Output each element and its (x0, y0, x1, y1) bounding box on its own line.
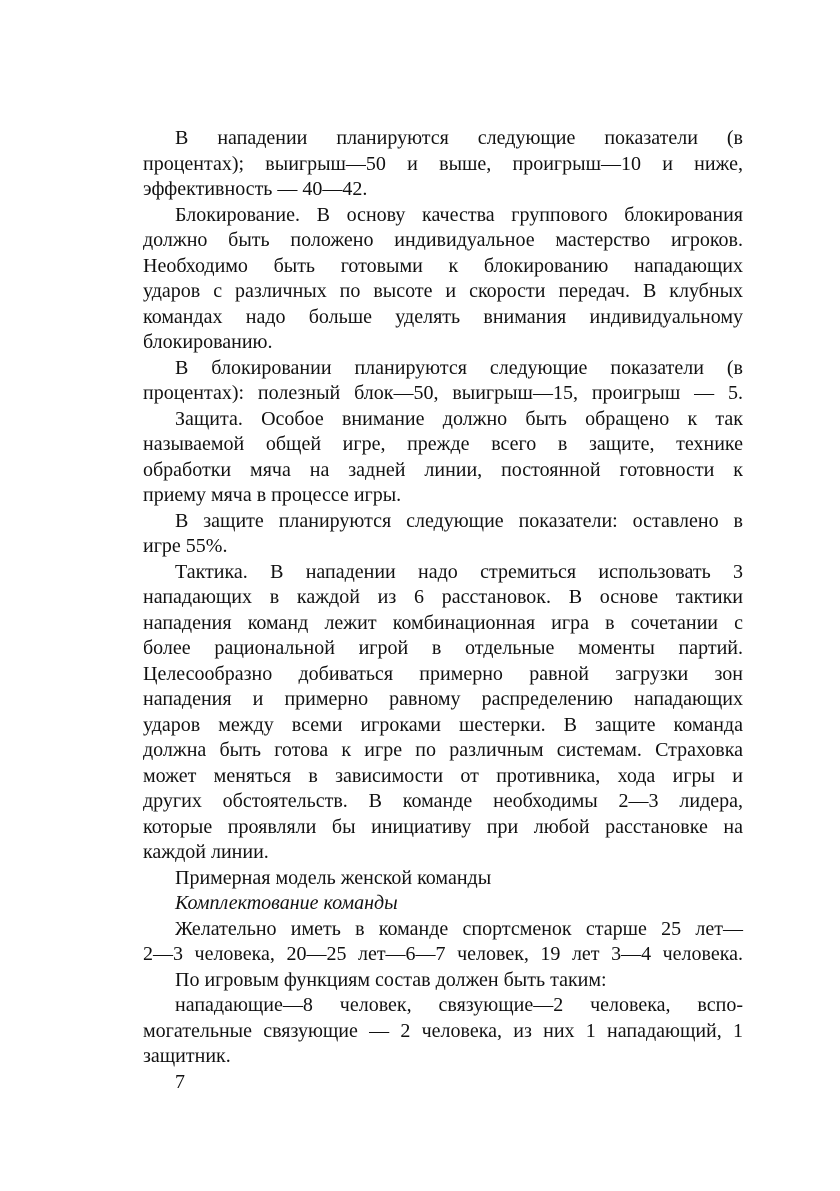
text-line: 2—3 человека, 20—25 лет—6—7 человек, 19 лет 3—4 человека. (143, 943, 743, 965)
text-line: Тактика. В нападении надо стремиться использовать 3 (175, 560, 743, 583)
text-line: командах надо больше уделять внимания индивидуальному (143, 305, 743, 328)
text-line: называемой общей игре, прежде всего в защите, технике (143, 433, 743, 455)
section-subheading: Комплектование команды (175, 892, 398, 914)
text-line: Блокирование. В основу качества группового блокирования (175, 203, 743, 226)
text-line: защитник. (143, 1045, 231, 1067)
text-line: Желательно иметь в команде спортсменок старше 25 лет— (175, 917, 743, 940)
text-line: эффективность — 40—42. (143, 178, 368, 200)
text-line: нападающих в каждой из 6 расстановок. В основе тактики (143, 586, 743, 608)
text-line: процентах): полезный блок—50, выигрыш—15, проигрыш — 5. (143, 382, 743, 404)
text-line: нападения команд лежит комбинационная игра в сочетании с (143, 611, 743, 634)
text-line: Целесообразно добиваться примерно равной загрузки зон (143, 662, 743, 685)
text-line: процентах); выигрыш—50 и выше, проигрыш—10 и ниже, (143, 152, 743, 175)
text-line: должна быть готова к игре по различным системам. Страховка (143, 739, 743, 761)
text-line: В нападении планируются следующие показатели (в (175, 127, 743, 149)
text-line: нападения и примерно равному распределению нападающих (143, 688, 743, 710)
text-line: более рациональной игрой в отдельные моменты партий. (143, 637, 743, 659)
text-line: могательные связующие — 2 человека, из них 1 нападающий, 1 (143, 1019, 743, 1042)
text-line: Примерная модель женской команды (175, 866, 492, 889)
text-line: каждой линии. (143, 841, 269, 863)
text-line: По игровым функциям состав должен быть таким: (175, 968, 607, 991)
text-line: может меняться в зависимости от противника, хода игры и (143, 764, 743, 787)
text-line: блокированию. (143, 331, 273, 353)
text-line: других обстоятельств. В команде необходимы 2—3 лидера, (143, 790, 743, 812)
text-line: Необходимо быть готовыми к блокированию нападающих (143, 254, 743, 277)
text-line: Защита. Особое внимание должно быть обращено к так (175, 407, 743, 430)
text-line: обработки мяча на задней линии, постоянной готовности к (143, 458, 743, 481)
text-line: ударов между всеми игроками шестерки. В защите команда (143, 713, 743, 736)
body-text (143, 126, 743, 1095)
text-line: приему мяча в процессе игры. (143, 484, 402, 506)
text-line: ударов с различных по высоте и скорости передач. В клубных (143, 280, 743, 302)
text-line: В блокировании планируются следующие показатели (в (175, 356, 743, 379)
text-line: которые проявляли бы инициативу при любой расстановке на (143, 815, 743, 838)
text-line: В защите планируются следующие показатели: оставлено в (175, 509, 743, 532)
text-line: нападающие—8 человек, связующие—2 человека, вспо- (175, 994, 743, 1016)
text-line: игре 55%. (143, 535, 228, 557)
page-number: 7 (175, 1070, 185, 1093)
text-line: должно быть положено индивидуальное мастерство игроков. (143, 229, 743, 251)
